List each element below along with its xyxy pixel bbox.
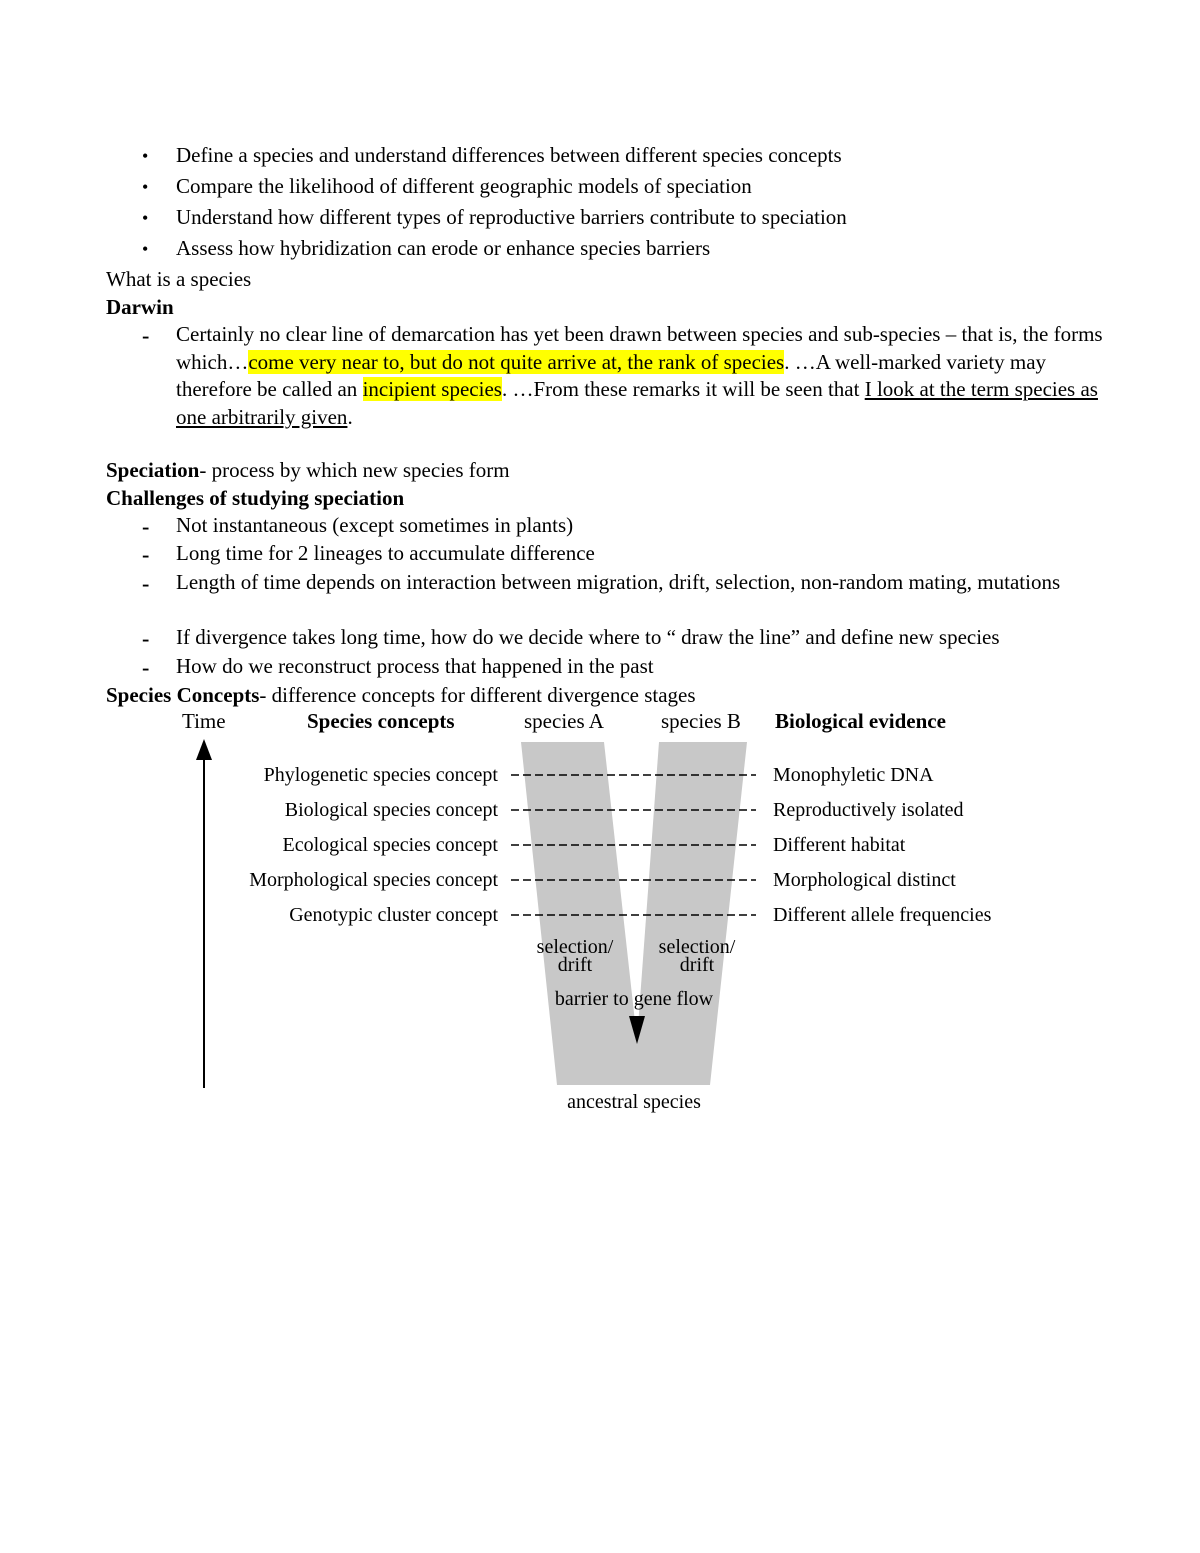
bullet-marker: • — [142, 239, 149, 259]
evidence-label: Morphological distinct — [773, 869, 956, 891]
species-concepts-term: Species Concepts — [106, 683, 260, 707]
drift-label-b: drift — [679, 954, 715, 976]
concept-row — [285, 799, 964, 821]
speciation-term: Speciation — [106, 458, 200, 482]
dash-marker: - — [142, 571, 150, 596]
objective-item: Compare the likelihood of different geographic models of speciation — [176, 174, 752, 198]
objective-item: Understand how different types of reproductive barriers contribute to speciation — [176, 205, 847, 229]
challenge-item: Not instantaneous (except sometimes in plants) — [176, 513, 574, 537]
concept-row — [289, 904, 991, 926]
challenge-item: Long time for 2 lineages to accumulate difference — [176, 541, 595, 565]
concept-label: Morphological species concept — [249, 869, 498, 891]
challenge-item: If divergence takes long time, how do we decide where to “ draw the line” and define new species — [176, 625, 1000, 649]
objective-item: Assess how hybridization can erode or enhance species barriers — [176, 236, 711, 260]
speciation-text: - process by which new species form — [199, 458, 510, 482]
bullet-marker: • — [142, 146, 149, 166]
concept-label: Ecological species concept — [282, 834, 498, 856]
diagram-header-species-b: species B — [661, 709, 741, 733]
quote-highlight: incipient species — [362, 377, 502, 401]
dash-marker: - — [142, 514, 150, 539]
evidence-label: Different habitat — [773, 834, 906, 856]
concept-label: Biological species concept — [284, 799, 498, 821]
barrier-label: barrier to gene flow — [554, 988, 714, 1010]
diagram-header-evidence: Biological evidence — [775, 709, 946, 733]
time-arrow-head-icon — [196, 739, 212, 760]
quote-text: . …A well-marked variety may therefore be called an — [176, 349, 1047, 401]
objective-item: Define a species and understand differences between different species concepts — [176, 143, 842, 167]
bullet-marker: • — [142, 208, 149, 228]
drift-label-a: drift — [557, 954, 593, 976]
concept-label: Genotypic cluster concept — [289, 904, 498, 926]
evidence-label: Reproductively isolated — [773, 799, 964, 821]
quote-underline: I look at the term species as one arbitrarily given — [176, 377, 1098, 429]
dash-marker: - — [142, 542, 150, 567]
dash-marker: - — [142, 655, 150, 680]
selection-label-b: selection/ — [658, 936, 736, 958]
bullet-marker: • — [142, 177, 149, 197]
diagram-header-species-a: species A — [524, 709, 604, 733]
evidence-label: Monophyletic DNA — [773, 764, 934, 786]
dash-marker: - — [142, 323, 150, 348]
diagram-header-time: Time — [182, 709, 226, 733]
species-concepts-text: - difference concepts for different divergence stages — [259, 683, 696, 707]
quote-text: . — [347, 404, 353, 429]
quote-highlight: come very near to, but do not quite arrive at, the rank of species — [248, 349, 785, 374]
darwin-heading: Darwin — [106, 295, 174, 319]
concept-label: Phylogenetic species concept — [263, 764, 498, 786]
quote-text: Certainly no clear line of demarcation has yet been drawn between species and sub-species – that is, the forms which… — [176, 322, 1103, 374]
evidence-label: Different allele frequencies — [773, 904, 992, 926]
challenges-heading: Challenges of studying speciation — [106, 486, 405, 510]
challenge-item: How do we reconstruct process that happened in the past — [176, 654, 654, 678]
selection-label-a: selection/ — [536, 936, 614, 958]
what-is-species-text: What is a species — [106, 267, 252, 291]
ancestral-species-label: ancestral species — [567, 1091, 701, 1113]
diagram-header-concepts: Species concepts — [307, 709, 455, 733]
lineage-divergence-shape — [521, 742, 747, 1085]
dash-marker: - — [142, 626, 150, 651]
quote-text: . …From these remarks it will be seen that — [501, 377, 865, 401]
challenge-item: Length of time depends on interaction between migration, drift, selection, non-random mating, mutations — [176, 570, 1061, 594]
